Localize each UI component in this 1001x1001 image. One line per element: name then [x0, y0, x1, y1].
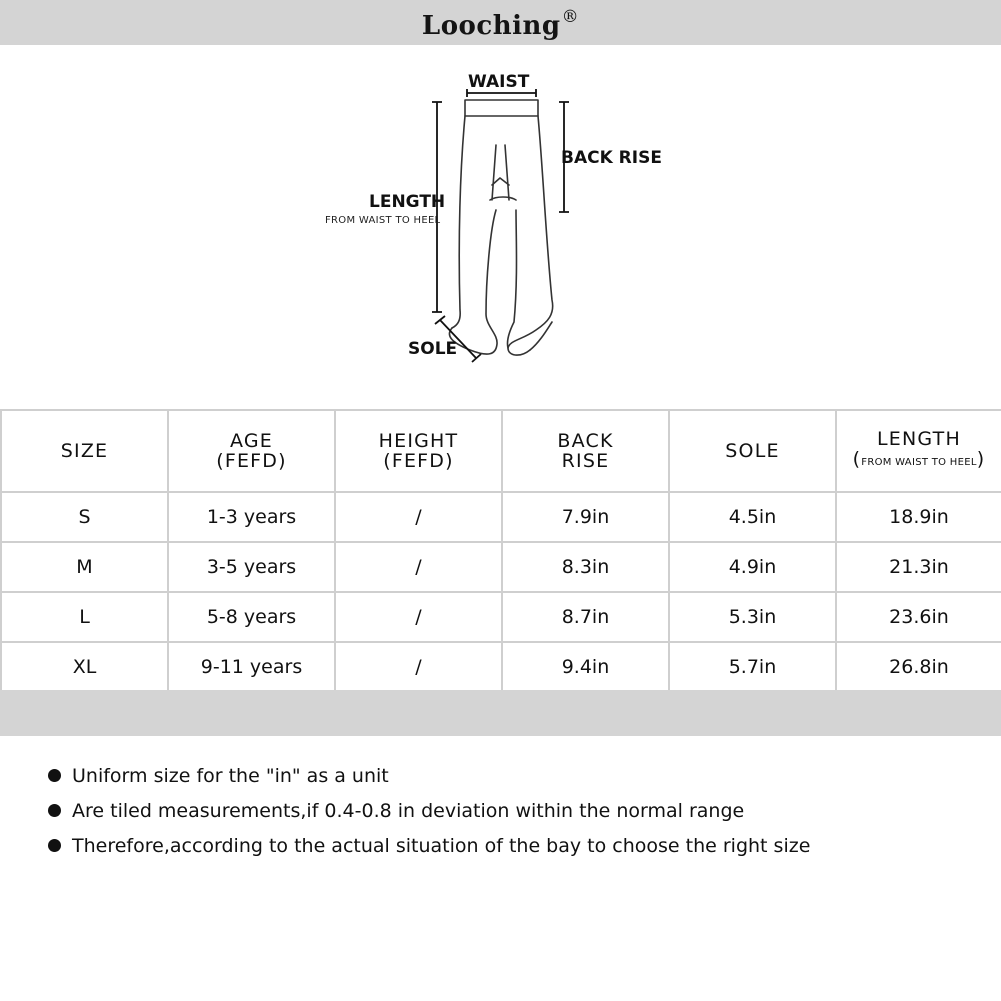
cell-size: S: [1, 492, 168, 542]
list-item: Are tiled measurements,if 0.4-0.8 in deviation within the normal range: [48, 793, 810, 828]
cell-length: 23.6in: [836, 592, 1001, 642]
table-row: [1, 642, 1001, 692]
cell-height: /: [335, 642, 502, 692]
cell-age: 5-8 years: [168, 592, 335, 642]
cell-sole: 4.5in: [669, 492, 836, 542]
header-length: LENGTH (FROM WAIST TO HEEL): [836, 410, 1001, 492]
header-back-rise: BACK RISE: [502, 410, 669, 492]
header-size: SIZE: [1, 410, 168, 492]
brand-logo: [422, 7, 579, 41]
cell-age: 1-3 years: [168, 492, 335, 542]
size-chart-table: [0, 409, 1001, 693]
cell-length: 18.9in: [836, 492, 1001, 542]
list-item: Therefore,according to the actual situation of the bay to choose the right size: [48, 828, 810, 863]
cell-back-rise: 9.4in: [502, 642, 669, 692]
cell-height: /: [335, 592, 502, 642]
bullet-icon: [48, 839, 61, 852]
cell-height: /: [335, 542, 502, 592]
cell-age: 9-11 years: [168, 642, 335, 692]
footer-bar: [0, 690, 1001, 736]
cell-size: M: [1, 542, 168, 592]
cell-back-rise: 8.7in: [502, 592, 669, 642]
back-rise-label: BACK RISE: [561, 148, 662, 168]
cell-age: 3-5 years: [168, 542, 335, 592]
cell-back-rise: 8.3in: [502, 542, 669, 592]
cell-sole: 5.3in: [669, 592, 836, 642]
table-row: [1, 542, 1001, 592]
header-age: AGE (FEFD): [168, 410, 335, 492]
bullet-icon: [48, 769, 61, 782]
sole-label: SOLE: [408, 339, 458, 359]
cell-back-rise: 7.9in: [502, 492, 669, 542]
notes-list: [48, 758, 810, 863]
length-label: LENGTH: [369, 192, 446, 212]
table-row: [1, 592, 1001, 642]
length-sublabel: FROM WAIST TO HEEL: [325, 215, 441, 226]
cell-size: XL: [1, 642, 168, 692]
cell-length: 21.3in: [836, 542, 1001, 592]
registered-mark: ®: [561, 6, 580, 27]
header-bar: [0, 0, 1001, 45]
waist-label: WAIST: [468, 72, 530, 92]
cell-height: /: [335, 492, 502, 542]
cell-sole: 5.7in: [669, 642, 836, 692]
bullet-icon: [48, 804, 61, 817]
cell-length: 26.8in: [836, 642, 1001, 692]
cell-size: L: [1, 592, 168, 642]
header-sole: SOLE: [669, 410, 836, 492]
tights-diagram: [0, 60, 1001, 370]
brand-name: Looching: [421, 10, 561, 41]
tights-outline-icon: [0, 60, 1001, 370]
list-item: Uniform size for the "in" as a unit: [48, 758, 810, 793]
cell-sole: 4.9in: [669, 542, 836, 592]
table-row: [1, 492, 1001, 542]
header-height: HEIGHT (FEFD): [335, 410, 502, 492]
table-header-row: [1, 410, 1001, 492]
